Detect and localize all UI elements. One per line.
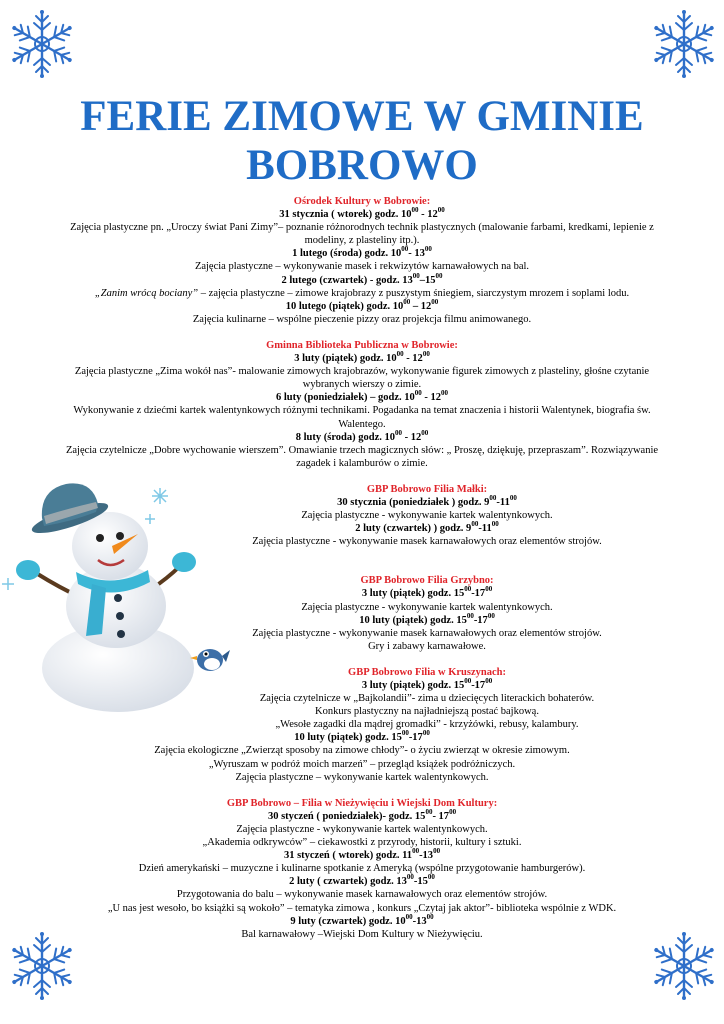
- event-date: 10 luty (piątek) godz. $15^{00}-17^{00}$: [294, 729, 430, 744]
- section-heading: GBP Bobrowo Filia w Kruszynach:: [348, 666, 506, 678]
- snowflake-icon-bottom-left: [6, 930, 78, 1002]
- section-grzybno: [64, 574, 660, 653]
- event-date: 30 styczeń ( poniedziałek)- godz. $15^{00}-$ $17^{00}$: [267, 807, 457, 822]
- page-title-text: FERIE ZIMOWE W GMINIE BOBROWO: [80, 93, 644, 189]
- event-date: 9 luty (czwartek) godz. $10^{00}-13^{00}$: [290, 912, 434, 927]
- event-description: „Wyruszam w podróż moich marzeń” – przegląd książek podróżniczych.: [208, 758, 516, 770]
- snowflake-icon-top-right: [648, 8, 720, 80]
- event-description: Zajęcia plastyczne - wykonywanie kartek walentynkowych.: [301, 601, 553, 613]
- event-date: 2 luty ( czwartek) godz. $13^{00}-15^{00}$: [289, 873, 435, 888]
- event-date: 3 luty (piątek) godz. $15^{00}-17^{00}$: [361, 585, 493, 600]
- section-malki: [64, 483, 660, 548]
- section-heading: GBP Bobrowo Filia Małki:: [366, 483, 488, 495]
- section-biblioteka: [64, 339, 660, 470]
- event-date: 30 stycznia (poniedziałek ) godz. $9^{00}-11^{00}$: [337, 493, 517, 508]
- event-date: 2 lutego (czwartek) - godz. $13^{00}-15^{00}$: [281, 271, 443, 286]
- page-title: [0, 92, 724, 190]
- event-description: Zajęcia plastyczne „Zima wokół nas”- malowanie zimowych krajobrazów, wykonywanie figurek zimowych z plasteliny, głośne czytanie wybranych wierszy o zimie.: [74, 366, 650, 391]
- event-description: Zajęcia plastyczne pn. „Uroczy świat Pani Zimy”– poznanie różnorodnych technik plastycznych (malowanie farbami, kredkami, lepienie z modeliny, z plasteliny itp.).: [70, 222, 654, 247]
- event-description: Zajęcia czytelnicze „Dobre wychowanie wierszem”. Omawianie trzech magicznych słów: „ Proszę, dziękuję, przepraszam”. Rozwiązywanie zagadek i kalamburów o zimie.: [65, 444, 659, 469]
- event-date: 10 lutego (piątek) godz. $10^{00} - 12^{00}$: [285, 297, 439, 312]
- event-description: Bal karnawałowy –Wiejski Dom Kultury w Nieżywięciu.: [241, 928, 483, 940]
- event-description: Zajęcia ekologiczne „Zwierząt sposoby na zimowe chłody”- o życiu zwierząt w okresie zimowym.: [154, 745, 570, 757]
- section-heading: Gminna Biblioteka Publiczna w Bobrowie:: [266, 339, 458, 351]
- section-niezywiec: [64, 797, 660, 941]
- event-date: 8 luty (środa) godz. $10^{00} - 12^{00}$: [295, 428, 429, 443]
- event-description: Zajęcia plastyczne - wykonywanie masek karnawałowych oraz elementów strojów.: [252, 627, 602, 639]
- snowflake-icon-top-left: [6, 8, 78, 80]
- event-date: 31 styczeń ( wtorek) godz. $11^{00}-13^{00}$: [283, 847, 441, 862]
- event-description: „Zanim wrócą bociany” – zajęcia plastyczne – zimowe krajobrazy z puszystym śniegiem, siarczystym mrozem i soplami lodu.: [94, 287, 630, 299]
- section-kruszyny: [64, 666, 660, 731]
- event-description: Zajęcia plastyczne – wykonywanie masek i rekwizytów karnawałowych na bal.: [194, 261, 530, 273]
- section-heading: Ośrodek Kultury w Bobrowie:: [293, 196, 431, 207]
- event-date: 3 luty (piątek) godz. $15^{00}-17^{00}$: [361, 677, 493, 691]
- event-description: „Akademia odkrywców” – ciekawostki z przyrody, historii, kultury i sztuki.: [202, 837, 522, 849]
- section-heading: GBP Bobrowo Filia Grzybno:: [360, 575, 494, 587]
- schedule-content: [64, 195, 660, 941]
- event-description: Wykonywanie z dziećmi kartek walentynkowych różnymi technikami. Pogadanka na temat znaczenia i historii Walentynek, biografia św. Walentego.: [73, 405, 651, 430]
- event-description: Zajęcia czytelnicze w „Bajkolandii”- zima u dziecięcych literackich bohaterów.: [259, 693, 595, 705]
- event-date: 3 luty (piątek) godz. $10^{00} - 12^{00}$: [294, 350, 430, 365]
- event-description: Zajęcia plastyczne – wykonywanie kartek walentynkowych.: [235, 771, 489, 783]
- section-osrodek-kultury: [64, 195, 660, 326]
- event-date: 1 lutego (środa) godz. $10^{00}-$ $13^{00}$: [292, 245, 432, 260]
- event-description: Zajęcia plastyczne - wykonywanie kartek walentynkowych.: [301, 510, 553, 522]
- snowflake-icon-bottom-right: [648, 930, 720, 1002]
- event-description: Konkurs plastyczny na najładniejszą postać bajkową.: [315, 706, 539, 718]
- event-date: 2 luty (czwartek) ) godz. $9^{00}-11^{00}$: [355, 520, 499, 535]
- event-date: 6 luty (poniedziałek) – godz. $10^{00} - 12^{00}$: [275, 389, 449, 404]
- event-description: Zajęcia plastyczne - wykonywanie masek karnawałowych oraz elementów strojów.: [252, 536, 602, 548]
- event-date: 31 stycznia ( wtorek) godz. $10^{00} - 12^{00}$: [279, 206, 445, 221]
- event-description: „U nas jest wesoło, bo książki są wokoło” – tematyka zimowa , konkurs „Czytaj jak aktor”- biblioteka wspólnie z WDK.: [107, 902, 617, 914]
- event-description: Dzień amerykański – muzyczne i kulinarne spotkanie z Ameryką (wspólne przygotowanie hamburgerów).: [138, 863, 586, 875]
- section-heading: GBP Bobrowo – Filia w Nieżywięciu i Wiejski Dom Kultury:: [226, 797, 498, 809]
- event-description: Zajęcia plastyczne - wykonywanie kartek walentynkowych.: [236, 823, 488, 835]
- event-description: Zajęcia kulinarne – wspólne pieczenie pizzy oraz projekcja filmu animowanego.: [192, 313, 532, 325]
- event-description: Gry i zabawy karnawałowe.: [368, 640, 486, 652]
- event-description: Przygotowania do balu – wykonywanie masek karnawałowych oraz elementów strojów.: [176, 889, 548, 901]
- event-description: „Wesołe zagadki dla mądrej gromadki” - krzyżówki, rebusy, kalambury.: [275, 719, 579, 731]
- section-kruszyny-cont: [64, 731, 660, 783]
- event-date: 10 luty (piątek) godz. $15^{00}-17^{00}$: [359, 611, 495, 626]
